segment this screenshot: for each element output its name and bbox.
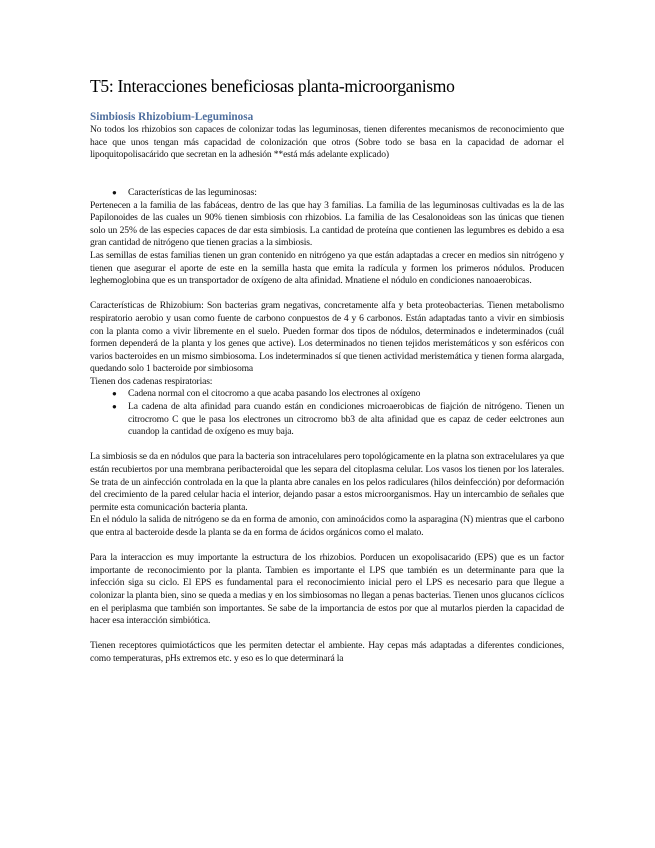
list-item: ● Cadena normal con el citocromo a que acaba pasando los electrones al oxígeno <box>112 388 421 400</box>
leguminosas-list <box>90 187 564 200</box>
bullet-icon: ● <box>112 402 117 412</box>
cadenas-intro: Tienen dos cadenas respiratorias: <box>90 375 213 387</box>
rhizobium-paragraph: Características de Rhizobium: Son bacterias gram negativas, concretamente alfa y beta proteobacterias. Tienen metabolismo respiratorio aerobio y usan como fuente de carbono conpuestos de 4 y 6 carbonos. Están adaptadas tanto a vivir en simbiosis con la planta como a vivir libremente en el suelo. Pueden formar dos tipos de nódulos, determinados e indeterminados (cuál formen dependerá de la planta y los genes que active). Los determinados no tienen tejidos meristemáticos y son esféricos con varios bacteroides en un mismo simbiosoma. Los indeterminados sí que tienen actividad meristemática y tienen forma alargada, quedando solo 1 bacteroide por simbiosoma <box>90 300 564 375</box>
bullet-icon: ● <box>112 389 117 399</box>
nodulos-paragraph-1: La simbiosis se da en nódulos que para la bacteria son intracelulares pero topológicamente en la platna son extracelulares ya que están recubiertos por una membrana peribacteroidal que les separa del citoplasma celular. Los vasos los tienen por los laterales. Se trata de un ainfección controlada en la que la planta abre canales en los pelos radiculares (hilos deinfección) por deformación del crecimiento de la pared celular hacia el interior, dejando pasar a estos microorganismos. Hay un intercambio de señales que permite esta comunicación bacteria planta. <box>90 451 565 513</box>
list-item: ● Características de las leguminosas: <box>112 186 257 198</box>
leguminosas-paragraph-1: Pertenecen a la familia de las fabáceas, dentro de las que hay 3 familias. La familia de las leguminosas cultivadas es la de las Papilonoides de las cuales un 90% tienen simbiosis con rhizobios. La familia de las Cesalonoideas son las únicas que tienen solo un 25% de las especies capaces de dar esta simbiosis. La cantidad de proteína que contienen las legumbres es debido a esa gran cantidad de nitrógeno que tienen gracias a la simbiosis. <box>90 199 564 249</box>
nodulos-paragraph-2: En el nódulo la salida de nitrógeno se da en forma de amonio, con aminoácidos como la asparagina (N) mientras que el carbono que entra al bacteroide desde la planta se da en forma de ácidos orgánicos como el malato. <box>90 514 564 538</box>
document-body <box>90 76 564 666</box>
section-heading: Simbiosis Rhizobium-Leguminosa <box>90 111 254 123</box>
leguminosas-paragraph-2: Las semillas de estas familias tienen un gran contenido en nitrógeno ya que están adaptadas a crecer en medios sin nitrógeno y tienen que asegurar el aporte de este en la semilla hasta que emita la radícula y formen los primeros nódulos. Producen leghemoglobina que es un transportador de oxígeno de alta afinidad. Mnatiene el nódulo en condiciones nanoaerobicas. <box>90 249 564 287</box>
cadenas-list <box>90 388 564 438</box>
intro-paragraph: No todos los rhizobios son capaces de colonizar todas las leguminosas, tienen diferentes mecanismos de reconocimiento que hace que unos tengan más capacidad de colonización que otros (Sobre todo se basa en la capacidad de adornar el lipoquitopolisacárido que secretan en la adhesión **está más adelante explicado) <box>90 124 564 161</box>
bullet-icon: ● <box>112 187 117 197</box>
list-item: ● La cadena de alta afinidad para cuando están en condiciones microaerobicas de fiajción de nitrógeno. Tienen un citrocromo C que le pasa los electrones un citrocromo bb3 de alta afinidad que es capaz de ceder eelctrones aun cuandop la cantidad de oxígeno es muy baja. <box>112 401 564 438</box>
document-title: T5: Interacciones beneficiosas planta-microorganismo <box>90 76 455 96</box>
receptores-paragraph: Tienen receptores quimiotácticos que les permiten detectar el ambiente. Hay cepas más adaptadas a diferentes condiciones, como temperaturas, pHs extremos etc. y eso es lo que determinará la <box>90 640 564 664</box>
eps-paragraph: Para la interaccion es muy importante la estructura de los rhizobios. Porducen un exopolisacarido (EPS) que es un factor importante de reconocimiento por la planta. Tambien es importante el LPS que también es un determinante para que la infección siga su ciclo. El EPS es fundamental para el reconocimiento inicial pero el LPS es necesario para que llegue a colonizar la planta bien, sino se queda a medias y en los simbiosomas no llegan a penas bacterias. Tienen unos glucanos cíclicos en el periplasma que también son importantes. Se sabe de la importancia de estos por que al mutarlos pierden la capacidad de hacer esa interacción simbiótica. <box>90 552 564 627</box>
